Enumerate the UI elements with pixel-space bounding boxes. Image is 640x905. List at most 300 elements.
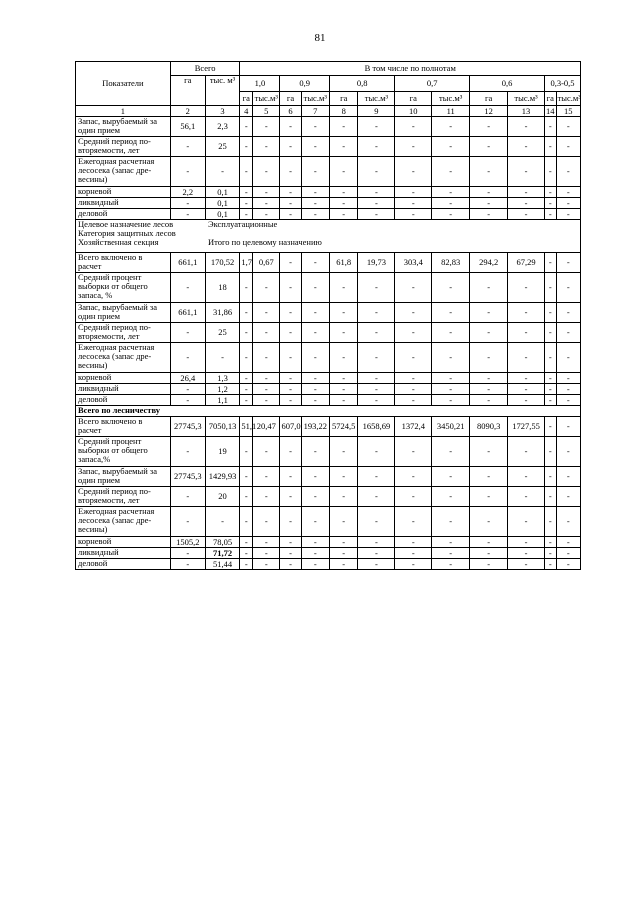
table-cell: 3450,21 [432,417,470,437]
table-cell: - [556,323,580,343]
table-cell: - [395,117,432,137]
table-cell: - [253,537,280,548]
column-number: 15 [556,106,580,117]
table-cell: - [240,467,253,487]
table-cell: 7050,13 [205,417,240,437]
table-cell: - [205,157,240,187]
table-cell: 56,1 [170,117,205,137]
table-cell: - [470,373,508,384]
table-cell: - [432,559,470,570]
table-cell: - [470,537,508,548]
table-cell: - [432,209,470,220]
table-cell: - [544,303,556,323]
table-cell: - [395,198,432,209]
table-cell: - [253,373,280,384]
table-cell: - [329,487,357,507]
table-cell: - [301,157,329,187]
table-cell: - [280,437,301,467]
table-row [76,137,581,157]
table-cell: 67,29 [508,253,545,273]
row-label: Ежегодная расчетная лесосека (запас дре-весины) [76,507,171,537]
table-cell: - [280,487,301,507]
table-cell: 25 [205,323,240,343]
table-cell: - [280,198,301,209]
table-cell: - [301,395,329,406]
table-cell: - [544,343,556,373]
table-cell: - [170,343,205,373]
table-cell: - [240,209,253,220]
table-cell: - [544,417,556,437]
table-cell: - [280,343,301,373]
row-label: Всего включено в расчет [76,417,171,437]
row-label: Запас, вырубаемый за один прием [76,117,171,137]
sub-header-thous: тыс.м³ [556,92,580,106]
table-cell: - [253,303,280,323]
allowable-cut-table [75,61,581,570]
table-cell: - [508,384,545,395]
table-cell: - [432,303,470,323]
table-cell: - [556,273,580,303]
table-cell: - [395,487,432,507]
table-cell: - [329,303,357,323]
table-cell: - [544,467,556,487]
table-cell: - [358,187,395,198]
table-cell: - [280,373,301,384]
table-cell: - [280,209,301,220]
table-cell: - [240,198,253,209]
table-cell: - [395,303,432,323]
table-cell: - [253,437,280,467]
table-cell: - [432,487,470,507]
section-line [78,238,578,247]
table-cell: 1372,4 [395,417,432,437]
table-cell: - [432,384,470,395]
table-cell: - [170,395,205,406]
table-cell: - [301,467,329,487]
table-cell: 0,1 [205,187,240,198]
table-cell: - [432,198,470,209]
table-cell: 25 [205,137,240,157]
table-cell: - [253,273,280,303]
table-cell: - [432,467,470,487]
table-cell: - [329,437,357,467]
table-cell: 20,47 [253,417,280,437]
table-cell: - [280,384,301,395]
table-cell: - [432,548,470,559]
table-row [76,157,581,187]
table-cell: - [253,198,280,209]
table-cell: - [301,209,329,220]
table-cell: - [432,437,470,467]
table-cell: - [358,437,395,467]
table-cell: - [240,384,253,395]
table-cell: - [253,343,280,373]
table-cell: - [432,117,470,137]
table-cell: 1429,93 [205,467,240,487]
table-cell: - [240,157,253,187]
table-cell: - [301,537,329,548]
table-cell: - [358,487,395,507]
sub-header-thous: тыс.м³ [358,92,395,106]
table-cell: - [470,467,508,487]
table-cell: - [170,157,205,187]
table-cell: - [253,467,280,487]
table-cell: - [395,273,432,303]
table-cell: - [358,323,395,343]
row-label: деловой [76,395,171,406]
sub-header-ha: га [544,92,556,106]
table-cell: - [470,157,508,187]
table-cell: 0,67 [253,253,280,273]
table-cell: - [508,117,545,137]
table-row [76,548,581,559]
row-label: Средний процент выборки от общего запаса, % [76,273,171,303]
table-cell: - [556,253,580,273]
section-label: Категория защитных лесов [78,227,176,238]
row-label: Средний процент выборки от общего запаса,% [76,437,171,467]
column-number: 1 [76,106,171,117]
table-cell: - [395,157,432,187]
table-cell: - [301,187,329,198]
table-cell: 2,2 [170,187,205,198]
table-cell: - [556,507,580,537]
table-cell: - [556,157,580,187]
section-value: Итого по целевому назначению [208,236,322,247]
sub-header-ha: га [470,92,508,106]
table-cell: - [508,437,545,467]
table-cell: - [508,507,545,537]
table-cell: - [280,395,301,406]
table-cell: - [240,303,253,323]
table-cell: - [301,273,329,303]
table-cell: 170,52 [205,253,240,273]
column-number: 2 [170,106,205,117]
table-cell: - [544,273,556,303]
table-cell: - [358,537,395,548]
header-including: В том числе по полнотам [240,62,581,76]
header-density-4: 0,7 [395,76,470,92]
sub-header-thous: тыс.м³ [253,92,280,106]
row-label: Средний период по-вторяемости, лет [76,487,171,507]
table-cell: 1505,2 [170,537,205,548]
table-cell: - [508,487,545,507]
table-cell: - [240,395,253,406]
table-cell: - [508,537,545,548]
table-cell: - [358,384,395,395]
table-cell: - [329,343,357,373]
row-label: деловой [76,559,171,570]
table-cell: - [240,548,253,559]
table-cell: - [240,507,253,537]
table-cell: - [301,253,329,273]
header-density-5: 0,6 [470,76,545,92]
table-cell: - [544,559,556,570]
table-cell: 51,44 [205,559,240,570]
table-cell: - [253,548,280,559]
table-cell: 61,8 [329,253,357,273]
table-cell: - [508,198,545,209]
table-cell: - [470,559,508,570]
table-cell: - [329,117,357,137]
row-label: Запас, вырубаемый за один прием [76,303,171,323]
column-number: 6 [280,106,301,117]
table-cell: - [329,537,357,548]
table-cell: - [395,137,432,157]
table-cell: 19 [205,437,240,467]
table-cell: - [329,273,357,303]
table-cell: - [253,209,280,220]
table-cell: - [329,559,357,570]
sub-header-ha: га [240,92,253,106]
column-number: 9 [358,106,395,117]
table-cell: - [508,343,545,373]
table-cell: - [253,323,280,343]
table-cell: 78,05 [205,537,240,548]
table-cell: - [170,559,205,570]
table-cell: - [432,395,470,406]
table-cell: - [280,537,301,548]
table-cell: - [508,273,545,303]
row-label: корневой [76,187,171,198]
table-cell: 607,0 [280,417,301,437]
table-cell: - [329,157,357,187]
sub-header-ha: га [280,92,301,106]
table-cell: - [395,559,432,570]
table-cell: 303,4 [395,253,432,273]
table-cell: - [358,157,395,187]
table-cell: - [508,157,545,187]
column-number: 13 [508,106,545,117]
table-cell: - [556,343,580,373]
table-cell: - [395,384,432,395]
sub-header-ha: га [395,92,432,106]
row-label: Ежегодная расчетная лесосека (запас дре-весины) [76,343,171,373]
table-cell: - [432,537,470,548]
table-cell: - [358,273,395,303]
header-total: Всего [170,62,240,76]
table-cell: 1,1 [205,395,240,406]
table-cell: - [253,157,280,187]
table-cell: - [432,373,470,384]
table-cell: - [508,373,545,384]
table-cell: - [556,537,580,548]
table-cell: 82,83 [432,253,470,273]
sub-header-ha: га [329,92,357,106]
table-cell: - [301,559,329,570]
table-cell: - [170,198,205,209]
table-cell: 8090,3 [470,417,508,437]
section-heading: Всего по лесничеству [76,406,581,417]
table-cell: - [556,198,580,209]
table-cell: - [170,548,205,559]
row-label: ликвидный [76,198,171,209]
table-cell: - [358,395,395,406]
table-cell: - [544,323,556,343]
table-cell: - [358,467,395,487]
table-cell: - [253,137,280,157]
table-cell: - [358,209,395,220]
table-cell: - [544,253,556,273]
table-cell: - [329,507,357,537]
column-number: 4 [240,106,253,117]
row-label: корневой [76,537,171,548]
table-cell: - [556,417,580,437]
table-cell: - [240,187,253,198]
table-cell: - [556,209,580,220]
table-cell: 27745,3 [170,417,205,437]
table-cell: - [253,559,280,570]
table-cell: - [301,548,329,559]
table-cell: - [280,157,301,187]
row-label: ликвидный [76,548,171,559]
table-cell: - [205,507,240,537]
column-number: 10 [395,106,432,117]
table-cell: - [544,137,556,157]
table-cell: - [301,384,329,395]
table-cell: - [358,343,395,373]
table-cell: - [395,373,432,384]
table-cell: - [508,395,545,406]
table-cell: - [556,548,580,559]
table-cell: 294,2 [470,253,508,273]
table-cell: - [170,323,205,343]
table-cell: - [280,467,301,487]
table-cell: - [301,343,329,373]
row-label: Запас, вырубаемый за один прием [76,467,171,487]
table-cell: - [470,323,508,343]
table-cell: - [432,187,470,198]
table-cell: 27745,3 [170,467,205,487]
table-cell: 31,86 [205,303,240,323]
row-label: Средний период по-вторяемости, лет [76,137,171,157]
table-cell: - [280,253,301,273]
section-value: Эксплуатационные [208,219,278,229]
table-cell: - [280,548,301,559]
table-cell: - [301,373,329,384]
table-cell: 193,22 [301,417,329,437]
table-cell: - [544,395,556,406]
table-cell: - [470,303,508,323]
table-cell: - [280,323,301,343]
table-cell: - [240,373,253,384]
table-row [76,198,581,209]
table-cell: - [395,537,432,548]
table-cell: - [358,507,395,537]
table-cell: - [470,384,508,395]
table-cell: - [170,487,205,507]
table-cell: 1,2 [205,384,240,395]
sub-header-thous: тыс.м³ [432,92,470,106]
table-cell: - [556,187,580,198]
table-cell: - [301,117,329,137]
table-cell: - [253,187,280,198]
table-row [76,253,581,273]
table-cell: - [358,117,395,137]
table-cell: - [470,137,508,157]
table-cell: - [253,487,280,507]
table-cell: - [301,303,329,323]
table-cell: - [556,373,580,384]
row-label: ликвидный [76,384,171,395]
table-cell: - [544,373,556,384]
table-cell: - [329,384,357,395]
table-cell: - [301,198,329,209]
table-cell: - [395,343,432,373]
table-cell: - [170,137,205,157]
table-cell: - [301,437,329,467]
table-cell: - [205,343,240,373]
table-cell: 1727,55 [508,417,545,437]
table-cell: - [358,137,395,157]
header-indicators: Показатели [76,62,171,106]
table-cell: - [432,137,470,157]
table-cell: - [395,209,432,220]
table-cell: - [329,373,357,384]
table-cell: - [544,548,556,559]
table-row [76,417,581,437]
table-cell: - [470,343,508,373]
table-cell: - [556,559,580,570]
table-cell: - [395,395,432,406]
row-label: деловой [76,209,171,220]
page-number: 81 [314,32,326,44]
table-cell: 5724,5 [329,417,357,437]
table-row [76,117,581,137]
table-row [76,303,581,323]
table-cell: - [395,437,432,467]
table-cell: - [301,137,329,157]
section-heading-row [76,406,581,417]
table-cell: - [329,323,357,343]
table-cell: 19,73 [358,253,395,273]
row-label: Всего включено в расчет [76,253,171,273]
table-cell: 661,1 [170,253,205,273]
table-cell: - [544,437,556,467]
row-label: Ежегодная расчетная лесосека (запас дре-весины) [76,157,171,187]
table-cell: - [470,209,508,220]
table-cell: - [508,559,545,570]
section-info [76,220,581,253]
table-cell: - [329,548,357,559]
table-cell: - [170,384,205,395]
table-cell: - [395,507,432,537]
section-label: Целевое назначение лесов [78,219,174,229]
sub-header-thous: тыс.м³ [508,92,545,106]
table-cell: - [556,117,580,137]
table-cell: - [470,117,508,137]
table-row [76,209,581,220]
table-cell: 1658,69 [358,417,395,437]
table-cell: - [170,209,205,220]
table-cell: - [432,507,470,537]
table-cell: - [280,137,301,157]
table-cell: - [253,507,280,537]
table-cell: - [470,187,508,198]
table-cell: - [544,384,556,395]
header-density-6: 0,3-0,5 [544,76,580,92]
table-row [76,187,581,198]
table-cell: - [556,487,580,507]
table-cell: - [556,384,580,395]
row-label: корневой [76,373,171,384]
table-cell: - [508,467,545,487]
table-cell: - [508,187,545,198]
header-density-3: 0,8 [329,76,394,92]
table-cell: - [240,273,253,303]
table-cell: - [395,187,432,198]
table-cell: - [358,548,395,559]
table-cell: - [280,303,301,323]
